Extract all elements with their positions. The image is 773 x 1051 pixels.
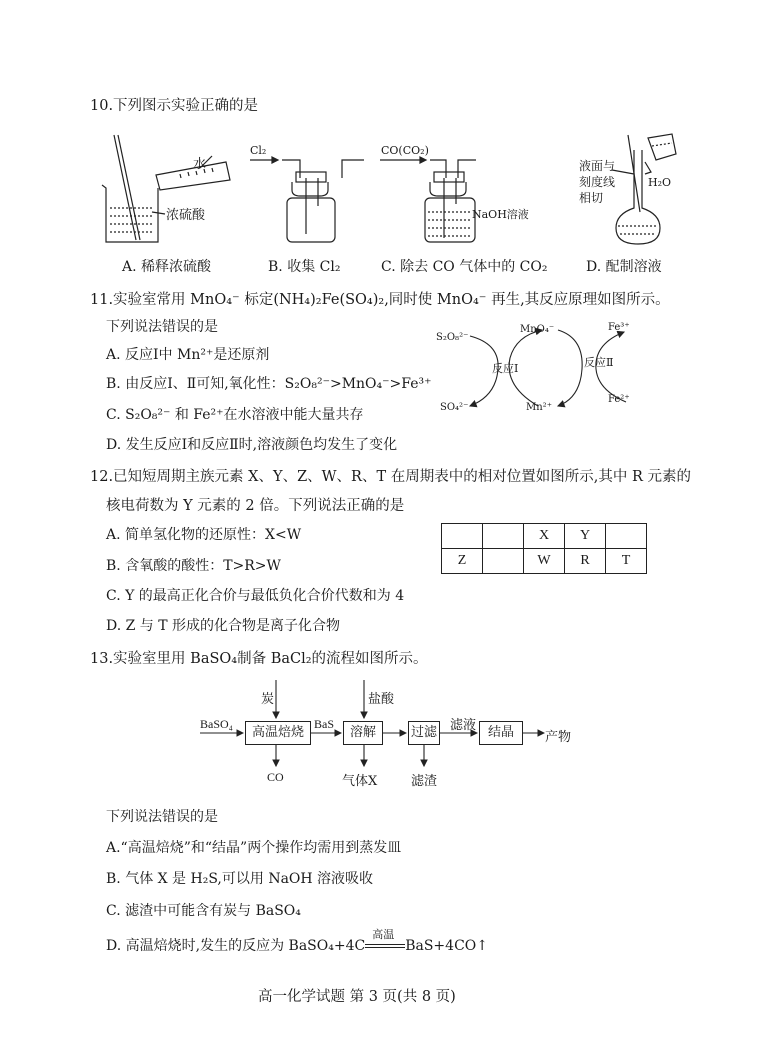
flow-step-filter: 过滤 xyxy=(408,721,440,745)
flow-step-crystallize: 结晶 xyxy=(479,721,523,745)
table-cell: Z xyxy=(442,549,483,574)
q12-option-b: B. 含氧酸的酸性：T>R>W xyxy=(106,558,281,574)
q13-sub: 下列说法错误的是 xyxy=(106,809,218,825)
q10-option-a: A. 稀释浓硫酸 xyxy=(122,259,212,275)
fig-a-water-label: 水 xyxy=(193,157,207,172)
flow-step-roast: 高温焙烧 xyxy=(245,721,311,745)
q10-option-d: D. 配制溶液 xyxy=(586,259,662,275)
q13-stem: 13.实验室里用 BaSO₄制备 BaCl₂的流程如图所示。 xyxy=(90,651,428,667)
q11-stem: 11.实验室常用 MnO₄⁻ 标定(NH₄)₂Fe(SO₄)₂,同时使 MnO₄⁻ 再生,其反应原理如图所示。 xyxy=(90,292,670,308)
q12-option-d: D. Z 与 T 形成的化合物是离子化合物 xyxy=(106,618,341,634)
flow-product-label: 产物 xyxy=(545,730,572,745)
q12-stem-line2: 核电荷数为 Y 元素的 2 倍。下列说法正确的是 xyxy=(106,498,405,514)
q13-option-d-pre: D. 高温焙烧时,发生的反应为 BaSO₄+4C xyxy=(106,938,366,954)
q11-option-d: D. 发生反应Ⅰ和反应Ⅱ时,溶液颜色均发生了变化 xyxy=(106,437,398,453)
page-footer: 高一化学试题 第 3 页(共 8 页) xyxy=(258,989,456,1005)
diag-r2: 反应Ⅱ xyxy=(584,356,614,369)
diag-fe2: Fe²⁺ xyxy=(608,394,630,405)
fig-b-gas-label: Cl₂ xyxy=(250,144,267,157)
table-cell: T xyxy=(606,549,647,574)
q13-option-c: C. 滤渣中可能含有炭与 BaSO₄ xyxy=(106,903,301,919)
condition-text: 高温 xyxy=(372,928,395,941)
q12-stem-line1: 12.已知短周期主族元素 X、Y、Z、W、R、T 在周期表中的相对位置如图所示,其中 R 元素的 xyxy=(90,469,691,485)
flow-carbon-label: 炭 xyxy=(261,692,275,707)
fig-a-acid-label: 浓硫酸 xyxy=(166,208,206,223)
table-cell: W xyxy=(524,549,565,574)
fig-d-line3: 相切 xyxy=(579,191,604,205)
q10-option-b: B. 收集 Cl₂ xyxy=(268,259,341,275)
q10-option-c: C. 除去 CO 气体中的 CO₂ xyxy=(381,259,548,275)
diag-s2o8: S₂O₈²⁻ xyxy=(436,332,469,343)
reaction-condition xyxy=(365,928,405,954)
fig-d-water: H₂O xyxy=(648,176,672,189)
equal-line xyxy=(365,944,405,945)
fig-c-solution-label: NaOH溶液 xyxy=(472,208,529,221)
flow-step-dissolve: 溶解 xyxy=(343,721,383,745)
equal-line xyxy=(365,947,405,948)
diag-so4: SO₄²⁻ xyxy=(440,402,469,413)
table-cell: R xyxy=(565,549,606,574)
table-cell: X xyxy=(524,524,565,549)
fig-d-line2: 刻度线 xyxy=(579,175,616,189)
q13-option-b: B. 气体 X 是 H₂S,可以用 NaOH 溶液吸收 xyxy=(106,871,374,887)
diag-mn2: Mn²⁺ xyxy=(526,402,552,413)
diag-fe3: Fe³⁺ xyxy=(608,322,630,333)
q13-option-d xyxy=(106,928,488,955)
flow-gasx-label: 气体X xyxy=(342,774,378,789)
table-cell: Y xyxy=(565,524,606,549)
q11-option-a: A. 反应Ⅰ中 Mn²⁺是还原剂 xyxy=(106,347,270,363)
q11-sub: 下列说法错误的是 xyxy=(106,319,218,335)
fig-c-gas-label: CO(CO₂) xyxy=(381,144,429,157)
q12-option-c: C. Y 的最高正化合价与最低负化合价代数和为 4 xyxy=(106,588,405,604)
q10-stem: 10.下列图示实验正确的是 xyxy=(90,98,259,114)
q11-option-b: B. 由反应Ⅰ、Ⅱ可知,氧化性：S₂O₈²⁻>MnO₄⁻>Fe³⁺ xyxy=(106,376,432,392)
diag-mno4: MnO₄⁻ xyxy=(520,324,555,335)
q13-option-d-post: BaS+4CO↑ xyxy=(405,938,488,954)
fig-d-line1: 液面与 xyxy=(579,159,616,173)
diag-r1: 反应Ⅰ xyxy=(492,362,519,375)
q13-option-a: A.“高温焙烧”和“结晶”两个操作均需用到蒸发皿 xyxy=(106,840,402,856)
q12-option-a: A. 简单氢化物的还原性：X<W xyxy=(106,527,302,543)
flow-filtrate-label: 滤液 xyxy=(450,718,477,733)
flow-bas-label: BaS xyxy=(314,717,335,731)
q11-option-c: C. S₂O₈²⁻ 和 Fe²⁺在水溶液中能大量共存 xyxy=(106,407,364,423)
flow-hcl-label: 盐酸 xyxy=(368,692,395,707)
flow-input-baso4: BaSO₄ xyxy=(200,717,233,731)
flow-residue-label: 滤渣 xyxy=(411,774,438,789)
flow-co-label: CO xyxy=(267,770,284,784)
